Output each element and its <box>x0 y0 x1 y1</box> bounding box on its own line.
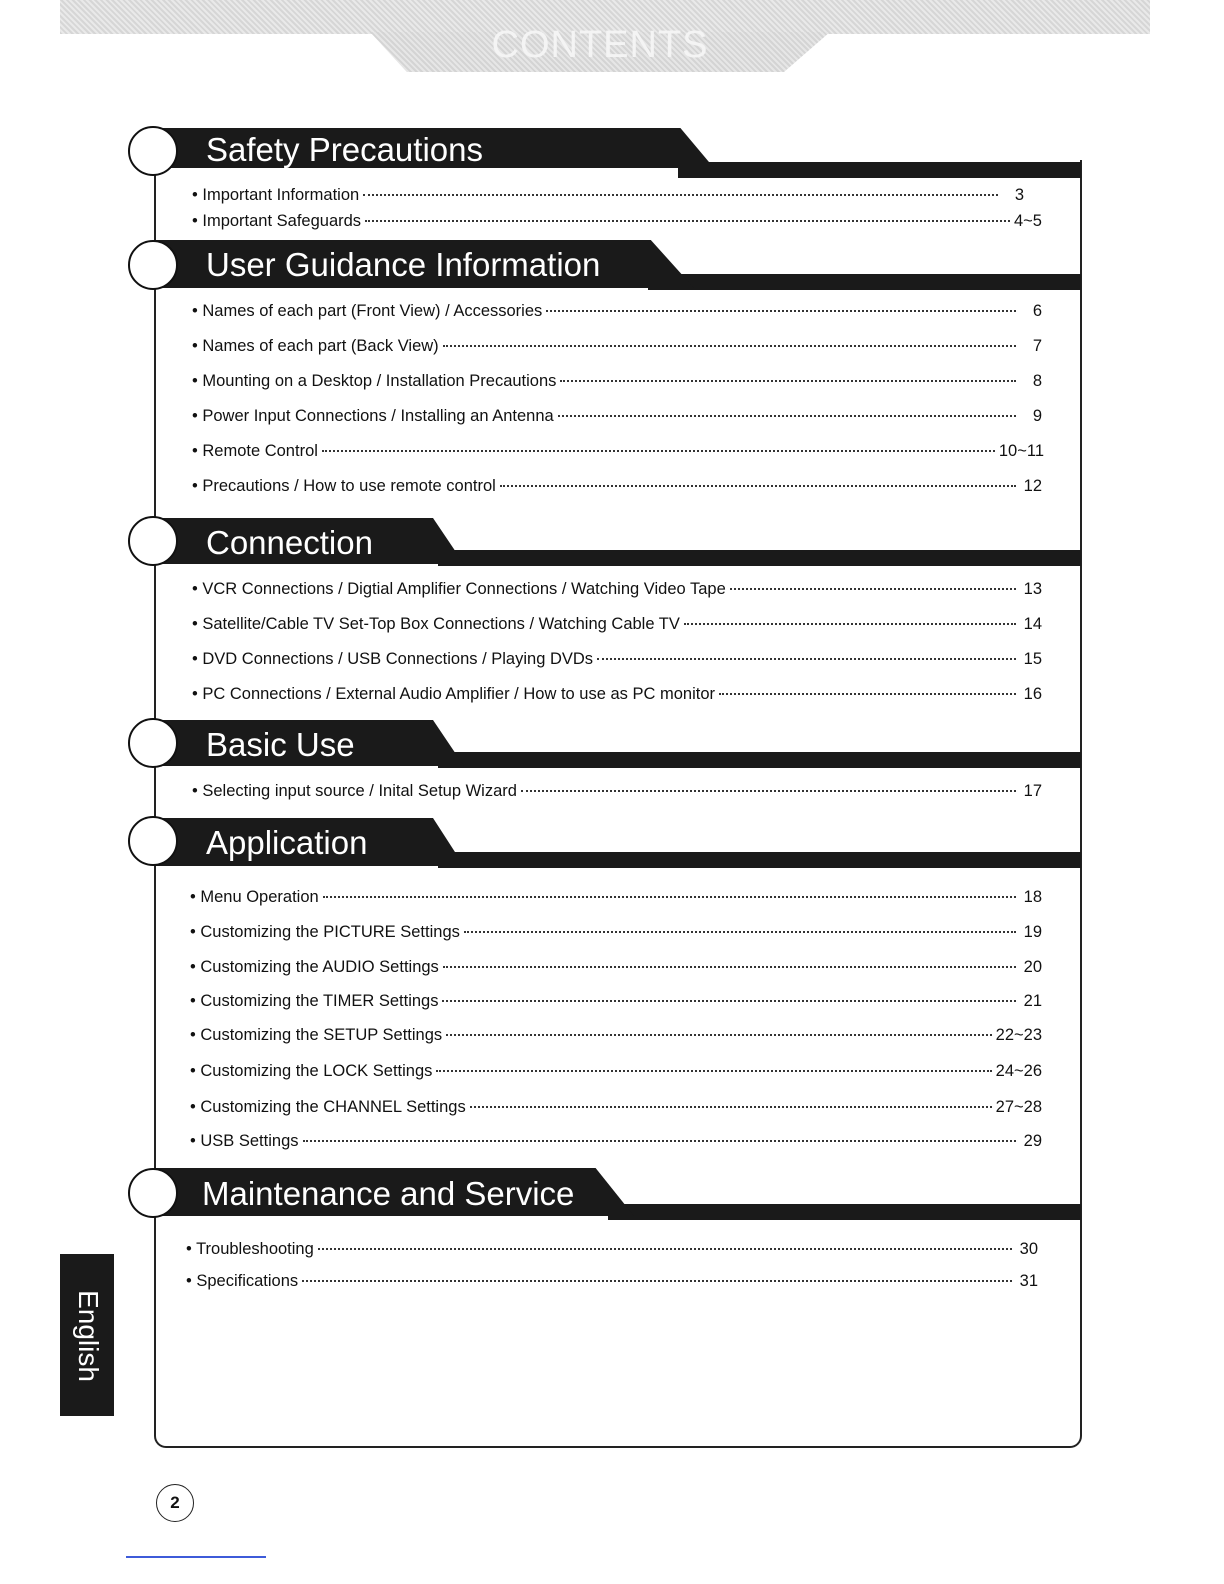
leader-dots <box>318 1248 1012 1250</box>
entry-label: • Names of each part (Front View) / Accessories <box>192 302 543 320</box>
leader-dots <box>442 1000 1016 1002</box>
entry-page: 9 <box>1032 407 1042 425</box>
section-connection <box>128 518 1081 703</box>
toc-entry[interactable] <box>192 782 1042 806</box>
leader-dots <box>303 1140 1017 1142</box>
entry-page: 16 <box>1023 685 1042 703</box>
toc-entry[interactable] <box>190 1026 1042 1050</box>
section-title: Maintenance and Service <box>202 1175 575 1212</box>
entry-label: • Troubleshooting <box>186 1240 314 1258</box>
section-rule <box>648 274 1081 290</box>
leader-dots <box>560 380 1016 382</box>
section-circle-icon <box>128 718 178 768</box>
toc-entry[interactable] <box>192 685 1042 709</box>
section-safety-precautions <box>128 128 1081 230</box>
section-rule <box>438 550 1081 566</box>
section-title: Application <box>206 824 368 861</box>
entry-page: 27~28 <box>995 1098 1042 1116</box>
entry-page: 19 <box>1023 923 1042 941</box>
leader-dots <box>363 194 998 196</box>
leader-dots <box>302 1280 1012 1282</box>
page-title: CONTENTS <box>491 24 709 66</box>
toc-entry[interactable] <box>192 337 1042 361</box>
entry-page: 4~5 <box>1014 212 1042 230</box>
leader-dots <box>446 1034 991 1036</box>
entry-label: • USB Settings <box>190 1132 299 1150</box>
language-label: English <box>73 1290 104 1382</box>
entry-label: • VCR Connections / Digtial Amplifier Connections / Watching Video Tape <box>192 580 726 598</box>
section-header <box>128 128 1081 184</box>
leader-dots <box>730 588 1016 590</box>
section-user-guidance <box>128 240 1081 495</box>
section-circle-icon <box>128 240 178 290</box>
toc-entry[interactable] <box>192 442 1044 466</box>
entry-page: 20 <box>1023 958 1042 976</box>
entry-label: • Customizing the LOCK Settings <box>190 1062 433 1080</box>
toc-entry[interactable] <box>190 923 1042 947</box>
entry-page: 21 <box>1023 992 1042 1010</box>
entry-page: 8 <box>1032 372 1042 390</box>
entry-label: • Menu Operation <box>190 888 319 906</box>
section-basic-use <box>128 720 1081 800</box>
section-title: Connection <box>206 524 373 561</box>
entry-page: 14 <box>1023 615 1042 633</box>
entry-label: • Remote Control <box>192 442 318 460</box>
entry-page: 3 <box>1014 186 1024 204</box>
toc-entry[interactable] <box>192 580 1042 604</box>
toc-entry[interactable] <box>190 992 1042 1016</box>
section-title: Basic Use <box>206 726 355 763</box>
leader-dots <box>719 693 1016 695</box>
leader-dots <box>470 1106 992 1108</box>
entry-page: 31 <box>1019 1272 1038 1290</box>
toc-entry[interactable] <box>192 302 1042 326</box>
entry-label: • Precautions / How to use remote control <box>192 477 496 495</box>
section-circle-icon <box>128 126 178 176</box>
entry-label: • Specifications <box>186 1272 299 1290</box>
entry-page: 17 <box>1023 782 1042 800</box>
entry-label: • DVD Connections / USB Connections / Playing DVDs <box>192 650 594 668</box>
section-circle-icon <box>128 1168 178 1218</box>
entry-page: 15 <box>1023 650 1042 668</box>
entry-page: 13 <box>1023 580 1042 598</box>
entry-page: 10~11 <box>998 442 1044 460</box>
toc-entry[interactable] <box>190 1132 1042 1156</box>
section-circle-icon <box>128 816 178 866</box>
entry-page: 18 <box>1023 888 1042 906</box>
entry-page: 6 <box>1032 302 1042 320</box>
toc-entry[interactable] <box>192 477 1042 501</box>
entry-page: 22~23 <box>995 1026 1042 1044</box>
section-rule <box>438 752 1081 768</box>
leader-dots <box>323 896 1016 898</box>
section-title: Safety Precautions <box>206 131 483 168</box>
toc-entry[interactable] <box>192 186 1024 210</box>
entry-page: 30 <box>1019 1240 1038 1258</box>
leader-dots <box>436 1070 991 1072</box>
entry-page: 24~26 <box>995 1062 1042 1080</box>
section-rule <box>678 162 1081 178</box>
toc-entry[interactable] <box>186 1240 1038 1264</box>
section-maintenance <box>128 1168 1081 1290</box>
entry-label: • Customizing the AUDIO Settings <box>190 958 439 976</box>
leader-dots <box>365 220 1010 222</box>
toc-entry[interactable] <box>192 372 1042 396</box>
section-header <box>128 720 1081 776</box>
toc-entry[interactable] <box>192 615 1042 639</box>
toc-entry[interactable] <box>190 1098 1042 1122</box>
entry-label: • Customizing the TIMER Settings <box>190 992 439 1010</box>
leader-dots <box>443 966 1016 968</box>
entry-label: • Selecting input source / Inital Setup Wizard <box>192 782 517 800</box>
entry-label: • Customizing the PICTURE Settings <box>190 923 460 941</box>
bottom-rule <box>126 1556 266 1558</box>
section-rule <box>438 852 1081 868</box>
toc-entry[interactable] <box>190 958 1042 982</box>
leader-dots <box>500 485 1016 487</box>
toc-entry[interactable] <box>190 1062 1042 1086</box>
entry-label: • Important Information <box>192 186 360 204</box>
entry-label: • PC Connections / External Audio Amplifier / How to use as PC monitor <box>192 685 716 703</box>
entry-label: • Customizing the SETUP Settings <box>190 1026 443 1044</box>
section-title: User Guidance Information <box>206 246 601 283</box>
entry-label: • Mounting on a Desktop / Installation Precautions <box>192 372 557 390</box>
entry-page: 29 <box>1023 1132 1042 1150</box>
entry-label: • Names of each part (Back View) <box>192 337 439 355</box>
leader-dots <box>464 931 1016 933</box>
section-header <box>128 818 1081 874</box>
section-header <box>128 518 1081 574</box>
leader-dots <box>558 415 1016 417</box>
toc-entry[interactable] <box>186 1272 1038 1296</box>
leader-dots <box>684 623 1016 625</box>
leader-dots <box>443 345 1016 347</box>
section-application <box>128 818 1081 1150</box>
section-header <box>128 240 1081 296</box>
leader-dots <box>322 450 995 452</box>
entry-label: • Satellite/Cable TV Set-Top Box Connections / Watching Cable TV <box>192 615 680 633</box>
toc-entry[interactable] <box>190 888 1042 912</box>
leader-dots <box>546 310 1016 312</box>
section-header <box>128 1168 1081 1224</box>
leader-dots <box>521 790 1016 792</box>
entry-label: • Important Safeguards <box>192 212 362 230</box>
entry-page: 12 <box>1023 477 1042 495</box>
entry-label: • Power Input Connections / Installing an Antenna <box>192 407 554 425</box>
section-rule <box>608 1204 1081 1220</box>
page-number: 2 <box>156 1484 194 1522</box>
entry-label: • Customizing the CHANNEL Settings <box>190 1098 466 1116</box>
section-circle-icon <box>128 516 178 566</box>
toc-entry[interactable] <box>192 212 1042 236</box>
leader-dots <box>597 658 1016 660</box>
toc-entry[interactable] <box>192 650 1042 674</box>
entry-page: 7 <box>1032 337 1042 355</box>
toc-entry[interactable] <box>192 407 1042 431</box>
